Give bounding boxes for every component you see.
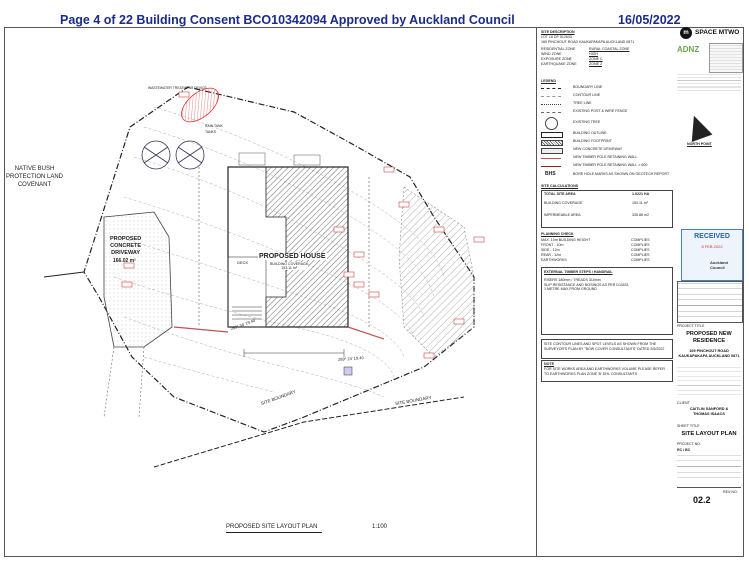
boundary-label-2: SITE BOUNDARY	[394, 394, 432, 407]
deck-area	[228, 257, 266, 327]
site-description: LOT 18 DP 512633 169 PINCHOUT ROAD KAUKAPAKAPA AUCKLAND 0871	[541, 35, 635, 44]
legend-title: LEGEND	[541, 79, 556, 83]
legend-item: NEW TIMBER POLE RETAINING WALL	[541, 155, 671, 163]
legend-item: NEW TIMBER POLE RETAINING WALL > 600	[541, 163, 671, 171]
project-title-label: PROJECT TITLE	[677, 324, 705, 328]
received-title: RECEIVED	[694, 233, 730, 240]
company-logo	[680, 27, 740, 41]
lot-info-lines	[677, 363, 741, 399]
steps-box	[541, 267, 673, 335]
revision-code: RC / BC	[677, 448, 691, 452]
total-site-area: TOTAL SITE AREA	[544, 192, 576, 196]
planning-row: EARTHWORKS COMPLIES	[541, 258, 650, 262]
house-roof-hatch	[266, 167, 348, 327]
impermeable-area-val: 335.88 m2	[632, 213, 649, 217]
council-name: Auckland Council	[710, 260, 729, 270]
bearing-1: 289° 34' 19.40	[229, 317, 256, 332]
planning-row: SIDE - 12m COMPLIES	[541, 248, 650, 252]
note-title: NOTE	[544, 362, 554, 366]
steps-title: EXTERNAL TIMBER STEPS / HANDRAIL	[544, 270, 613, 274]
impermeable-area: IMPERMEABLE AREA	[544, 213, 581, 217]
sheet-number-box	[677, 487, 741, 510]
project-title: PROPOSED NEW RESIDENCE	[686, 331, 732, 344]
wind-zone: WIND ZONE	[541, 52, 562, 56]
north-arrow-icon	[684, 112, 713, 142]
legend-item: BUILDING OUTLINE	[541, 131, 671, 139]
residential-zone-val: RURAL COASTAL ZONE	[589, 47, 630, 51]
sheet-title: SITE LAYOUT PLAN	[681, 431, 737, 437]
logo-circle-icon: m	[680, 27, 692, 39]
contour-note-box	[541, 339, 673, 359]
tree-icon	[545, 117, 558, 130]
project-no-label: PROJECT NO.	[677, 442, 702, 446]
water-tanks	[142, 141, 204, 169]
wastewater-note: WASTEWATER TREATMENT DEVICE	[148, 86, 207, 90]
bush-area	[399, 187, 474, 357]
company-info-lines	[677, 73, 741, 93]
lower-boundary	[44, 272, 84, 277]
planning-row: MAX. 10m BUILDING HEIGHT COMPLIES	[541, 238, 650, 242]
drawn-checked-lines	[677, 455, 741, 483]
rain-tank-note: RAIN TANK	[205, 124, 223, 128]
legend-list	[541, 85, 671, 181]
legend-item: TREE LINE	[541, 101, 671, 109]
steps-text: RISERS 180mm / TREADS 310mm SLIP RESISTANCE AND NOSINGS AS PER D1/AS1 1 METRE MAX FROM GROUND	[544, 278, 629, 292]
planning-row: REAR - 12m COMPLIES	[541, 253, 650, 257]
house-coverage: BUILDING COVERAGE 153.11 m²	[270, 262, 309, 270]
tank-note: TANKS	[205, 130, 217, 134]
north-point-label: NORTH POINT	[687, 142, 712, 146]
bearing-2: 289° 24' 19.40	[337, 355, 364, 362]
planning-title: PLANNING CHECK	[541, 232, 574, 236]
page-date: 16/05/2022	[618, 13, 681, 27]
page-title: Page 4 of 22 Building Consent BCO10342094 Approved by Auckland Council	[60, 13, 515, 27]
note-text: FOR SITE WORKS AREA AND EARTHWORKS VOLUME PLEASE REFER TO EARTHWORKS PLAN ZONE 'B' DHL CONSULTANTS	[544, 367, 665, 376]
residential-zone: RESIDENTIAL ZONE	[541, 47, 576, 51]
driveway	[104, 212, 172, 347]
logo-text: SPACE MTWO	[695, 29, 740, 36]
received-date: 8 FEB 2022	[701, 244, 723, 249]
legend-item: CONTOUR LINE	[541, 93, 671, 101]
sheet-number: 02.2	[693, 495, 711, 505]
site-calcs-title: SITE CALCULATIONS	[541, 184, 579, 188]
plan-title-underline	[226, 532, 322, 533]
certificate-badge	[709, 43, 743, 73]
planning-row: FRONT - 10m COMPLIES	[541, 243, 650, 247]
client-label: CLIENT	[677, 401, 690, 405]
site-description-title: SITE DESCRIPTION	[541, 30, 575, 34]
plan-scale: 1:100	[372, 524, 388, 530]
note-box	[541, 360, 673, 382]
adnz-logo	[677, 45, 707, 63]
plan-title: PROPOSED SITE LAYOUT PLAN	[226, 524, 318, 530]
retaining-wall	[174, 327, 384, 339]
legend-item: EXISTING POST & WIRE FENCE	[541, 109, 671, 117]
sheet-title-label: SHEET TITLE	[677, 424, 700, 428]
page-header	[0, 0, 749, 28]
building-coverage-val: 153.11 m²	[632, 201, 648, 205]
native-bush-label: NATIVE BUSH PROTECTION LAND COVENANT	[6, 166, 64, 188]
rev-label: REV NO.	[723, 490, 738, 494]
earthquake-zone-val: ZONE 2	[589, 62, 602, 66]
deck-label: DECK	[237, 260, 249, 265]
adnz-text: ADNZ	[677, 45, 700, 54]
project-address: 169 PINCHOUT ROAD KAUKAPAKAPA AUCKLAND 0871	[678, 349, 740, 358]
client-name: CAITLIN SANFORD & THOMAS ISAACS	[689, 407, 729, 416]
legend-item: BOUNDARY LINE	[541, 85, 671, 93]
exposure-zone: EXPOSURE ZONE	[541, 57, 572, 61]
legend-item: BUILDING FOOTPRINT	[541, 139, 671, 147]
revision-table	[677, 281, 743, 323]
building-coverage: BUILDING COVERAGE	[544, 201, 583, 205]
total-site-area-val: 1.0221 HA	[632, 192, 650, 196]
contour-note: SITE CONTOUR LINES AND SPOT LEVELS AS SHOWN FROM THE SURVEYOR'S PLAN BY "BOW COVER CONSULTANTS" DATED 2/5/2022	[544, 342, 665, 351]
site-plan-drawing	[4, 27, 536, 557]
earthquake-zone: EARTHQUAKE ZONE	[541, 62, 577, 66]
received-stamp	[681, 229, 743, 281]
legend-item: BHS BORE HOLE MARKS AS SHOWN ON GEOTECH REPORT	[545, 171, 670, 177]
site-calcs-table	[541, 190, 673, 228]
title-block	[536, 27, 745, 557]
planning-table	[541, 238, 671, 263]
driveway-area: 166.02 m²	[113, 258, 136, 264]
boundary-label-1: SITE BOUNDARY	[260, 388, 297, 407]
house-label: PROPOSED HOUSE	[259, 253, 326, 260]
wind-zone-val: HIGH	[589, 52, 598, 56]
legend-item: EXISTING TREE	[541, 117, 671, 131]
legend-item: NEW CONCRETE DRIVEWAY	[541, 147, 671, 155]
driveway-label: PROPOSED CONCRETE DRIVEWAY	[110, 236, 142, 256]
exposure-zone-val: ZONE C	[589, 57, 603, 61]
